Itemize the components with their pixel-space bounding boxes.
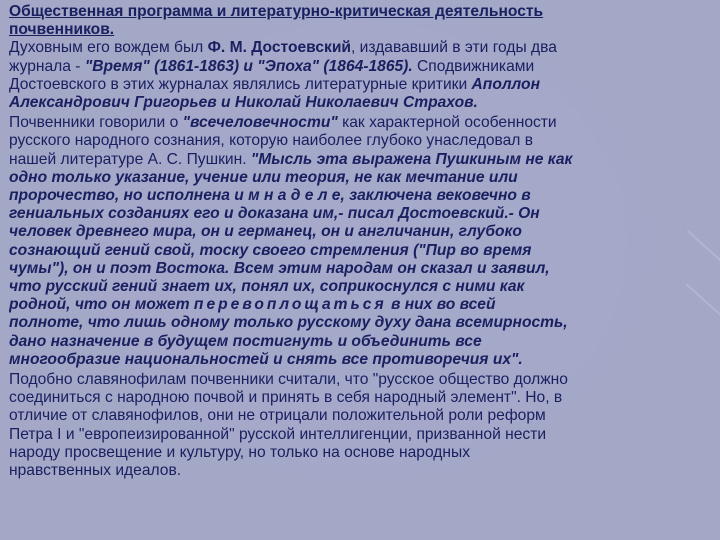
quote-line: полноте, что лишь одному только русскому духу дана всемирность,	[9, 314, 568, 332]
emphasis-text: Александрович Григорьев и Николай Николаевич Страхов.	[9, 94, 478, 112]
quote-line: чумы"), он и поэт Востока. Всем этим народам он сказал и заявил,	[9, 259, 550, 277]
quote-line: дано назначение в будущем постигнуть и объединить все	[9, 332, 482, 350]
spaced-text: перевоплощаться	[193, 296, 387, 314]
text-line	[9, 151, 720, 169]
paragraph-2	[9, 114, 720, 369]
text-run: , издававший в эти годы два	[351, 39, 557, 57]
text-line	[9, 58, 720, 76]
text-line	[9, 94, 720, 112]
text-run: журнала -	[9, 57, 85, 75]
text-line: русского народного сознания, которую наиболее глубоко унаследовал в	[9, 132, 534, 150]
text-line: народу просвещение и культуру, но только на основе народных	[9, 443, 470, 461]
text-line: Подобно славянофилам почвенники считали, что "русское общество должно	[9, 371, 568, 389]
emphasis-text: Ф. М. Достоевский	[207, 39, 352, 57]
quote-line: что русский гений знает их, понял их, соприкоснулся с ними как	[9, 278, 525, 296]
emphasis-text: "всечеловечности"	[182, 114, 338, 132]
text-run: Сподвижниками	[412, 57, 535, 75]
text-line	[9, 114, 720, 132]
text-run: в них во всей	[386, 296, 496, 314]
text-line: Петра I и "европеизированной" русской интеллигенции, призванной нести	[9, 425, 547, 443]
quote-line: сознающий гений свой, тоску своего стремления ("Пир во время	[9, 241, 532, 259]
text-line: нравственных идеалов.	[9, 462, 182, 480]
text-run: как характерной особенности	[337, 114, 557, 132]
heading-line: почвенников.	[9, 21, 115, 39]
quote-line	[9, 296, 720, 314]
text-run: родной, что он может	[9, 296, 194, 314]
slide-content	[9, 3, 720, 480]
text-run: Духовным его вождем был	[9, 39, 208, 57]
text-line: отличие от славянофилов, они не отрицали положительной роли реформ	[9, 407, 546, 425]
text-line	[9, 76, 720, 94]
heading-line: Общественная программа и литературно-критическая деятельность	[9, 3, 544, 20]
emphasis-text: "Время" (1861-1863) и "Эпоха" (1864-1865).	[84, 57, 413, 75]
quote-line: одно только указание, учение или теория, не как мечтание или	[9, 168, 518, 186]
paragraph-3	[9, 371, 720, 480]
quote-line: человек древнего мира, он и германец, он и англичанин, глубоко	[9, 223, 522, 241]
text-line: соединиться с народною почвой и принять в себя народный элемент". Но, в	[9, 389, 563, 407]
quote-line: многообразие национальностей и снять все противоречия их".	[9, 350, 523, 368]
quote-line: гениальных созданиях его и доказана им,- писал Достоевский.- Он	[9, 205, 540, 223]
text-line	[9, 39, 720, 57]
slide-heading	[9, 3, 720, 39]
paragraph-1	[9, 39, 720, 112]
emphasis-text: Аполлон	[471, 75, 540, 93]
quote-line: пророчество, но исполнена и м н а д е л е, заключена вековечно в	[9, 187, 531, 205]
emphasis-text: "Мысль эта выражена Пушкиным не как	[250, 150, 573, 168]
text-run: Почвенники говорили о	[9, 114, 183, 132]
text-run: нашей литературе А. С. Пушкин.	[9, 150, 251, 168]
text-run: Достоевского в этих журналах являлись литературные критики	[9, 75, 472, 93]
